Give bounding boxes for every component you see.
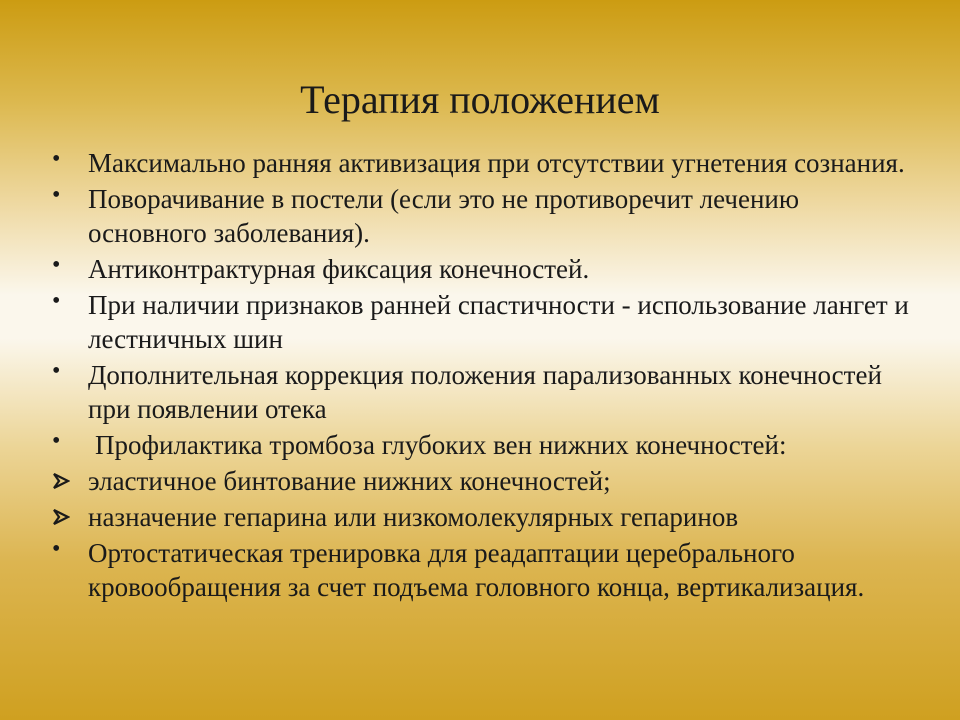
- list-item: [52, 500, 912, 534]
- list-item: [52, 288, 912, 356]
- list-item: [52, 464, 912, 498]
- bullet-dot-icon: •: [52, 536, 61, 562]
- list-item-text: Дополнительная коррекция положения парализованных конечностей при появлении отека: [88, 360, 882, 424]
- list-item: [52, 182, 912, 250]
- bullet-dot-icon: •: [52, 252, 61, 278]
- list-item-text: Максимально ранняя активизация при отсутствии угнетения сознания.: [88, 148, 905, 178]
- list-item-text: эластичное бинтование нижних конечностей;: [88, 466, 611, 496]
- bullet-list: [52, 146, 912, 606]
- list-item-text: Профилактика тромбоза глубоких вен нижних конечностей:: [95, 430, 787, 460]
- bullet-dot-icon: •: [52, 182, 61, 208]
- list-item-text: При наличии признаков ранней спастичности - использование лангет и лестничных шин: [88, 290, 909, 354]
- arrow-check-icon: [52, 464, 76, 489]
- list-item: [52, 358, 912, 426]
- list-item-text: Ортостатическая тренировка для реадаптации церебрального кровообращения за счет подъема головного конца, вертикализация.: [88, 538, 865, 602]
- list-item-text: назначение гепарина или низкомолекулярных гепаринов: [88, 502, 739, 532]
- list-item-text: Поворачивание в постели (если это не противоречит лечению основного заболевания).: [88, 184, 800, 248]
- list-item-text: Антиконтрактурная фиксация конечностей.: [88, 254, 590, 284]
- bullet-dot-icon: •: [52, 358, 61, 384]
- list-item: [52, 536, 912, 604]
- bullet-dot-icon: •: [52, 428, 61, 454]
- list-item: [52, 146, 912, 180]
- arrow-check-icon: [52, 500, 76, 525]
- bullet-dot-icon: •: [52, 288, 61, 314]
- slide-title: Терапия положением: [300, 77, 660, 122]
- list-item: [52, 428, 912, 462]
- list-item: [52, 252, 912, 286]
- bullet-dot-icon: •: [52, 146, 61, 172]
